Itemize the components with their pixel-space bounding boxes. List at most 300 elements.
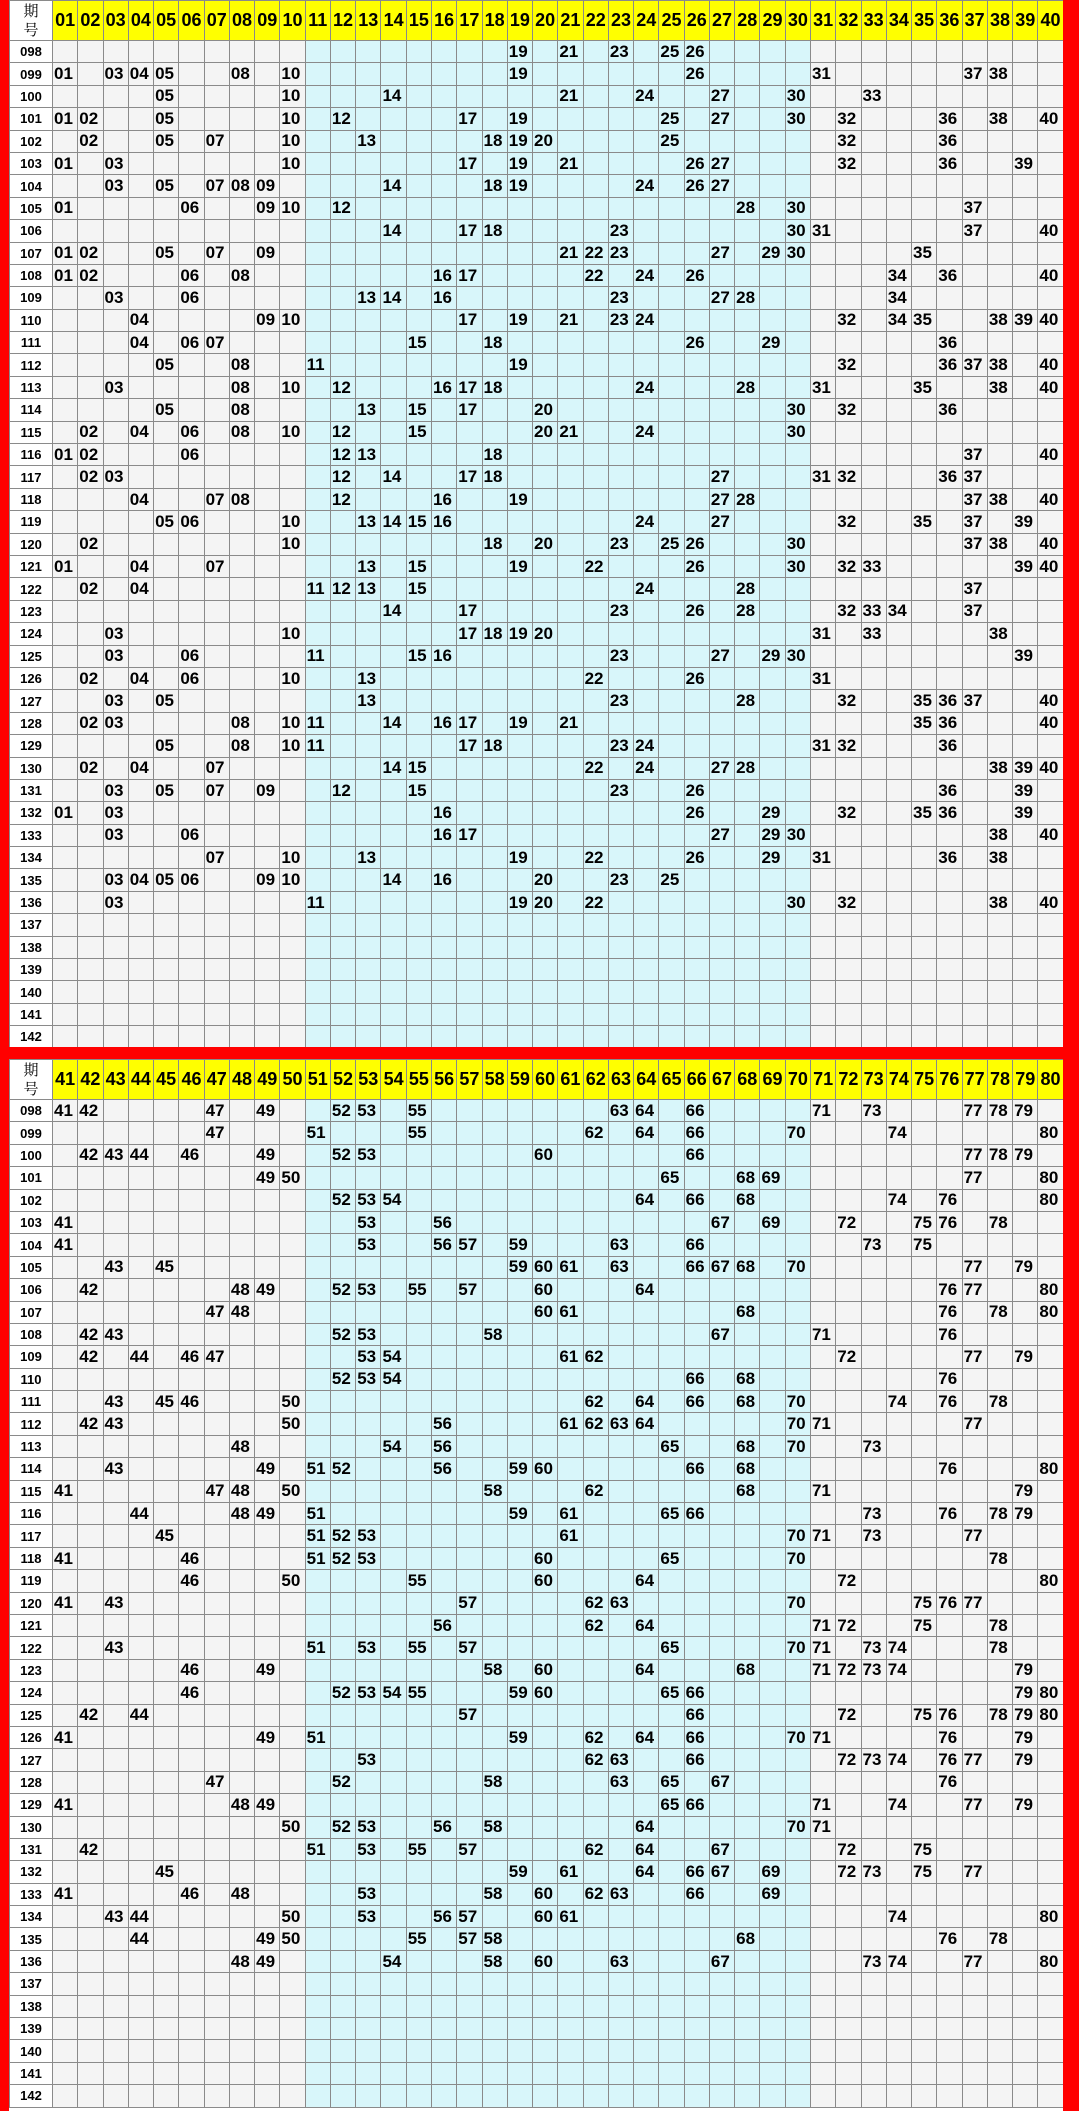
empty-cell [760,1458,785,1480]
empty-cell [204,735,229,757]
empty-cell [987,1026,1012,1047]
drawn-number: 68 [735,1301,760,1323]
table-row [10,1503,1064,1525]
empty-cell [507,1592,532,1614]
table-row [10,421,1064,443]
empty-cell [229,1525,254,1547]
empty-cell [53,645,78,667]
table-row [10,85,1064,107]
empty-cell [179,376,204,398]
empty-cell [103,533,128,555]
empty-cell [356,85,381,107]
empty-cell [634,712,659,734]
drawn-number: 05 [154,63,179,85]
empty-cell [583,63,608,85]
empty-cell [583,645,608,667]
empty-cell [735,645,760,667]
drawn-number: 27 [709,152,734,174]
empty-cell [659,197,684,219]
drawn-number: 42 [78,1144,103,1166]
empty-cell [735,735,760,757]
drawn-number: 53 [356,1547,381,1569]
empty-cell [760,1704,785,1726]
empty-cell [482,1167,507,1189]
table-row [10,41,1064,63]
drawn-number: 59 [507,1503,532,1525]
empty-cell [179,242,204,264]
drawn-number: 33 [861,623,886,645]
empty-cell [229,1346,254,1368]
empty-cell [128,242,153,264]
empty-cell [53,981,78,1003]
drawn-number: 24 [634,735,659,757]
empty-cell [987,1167,1012,1189]
empty-cell [558,130,583,152]
empty-cell [381,1637,406,1659]
empty-cell [912,891,937,913]
empty-cell [608,667,633,689]
empty-cell [533,712,558,734]
empty-cell [709,1003,734,1025]
empty-cell [987,41,1012,63]
drawn-number: 78 [987,1704,1012,1726]
empty-cell [305,466,330,488]
empty-cell [962,869,987,891]
empty-cell [507,779,532,801]
empty-cell [128,712,153,734]
empty-cell [53,914,78,936]
empty-cell [709,1995,734,2017]
drawn-number: 68 [735,1928,760,1950]
drawn-number: 37 [962,533,987,555]
drawn-number: 59 [507,1256,532,1278]
empty-cell [229,2040,254,2062]
empty-cell [836,1391,861,1413]
empty-cell [78,1234,103,1256]
empty-cell [406,1458,431,1480]
empty-cell [533,824,558,846]
drawn-number: 56 [431,1458,456,1480]
drawn-number: 70 [785,1637,810,1659]
empty-cell [255,1211,280,1233]
empty-cell [457,1659,482,1681]
empty-cell [937,1234,962,1256]
empty-cell [154,891,179,913]
number-header: 09 [255,1,280,41]
empty-cell [937,1026,962,1047]
empty-cell [760,376,785,398]
empty-cell [356,1614,381,1636]
empty-cell [507,1794,532,1816]
number-header: 79 [1013,1060,1038,1100]
empty-cell [431,354,456,376]
drawn-number: 32 [836,735,861,757]
empty-cell [962,645,987,667]
drawn-number: 66 [684,1256,709,1278]
empty-cell [179,578,204,600]
empty-cell [179,1301,204,1323]
empty-cell [912,1883,937,1905]
table-row [10,1794,1064,1816]
table-row [10,2040,1064,2062]
empty-cell [836,645,861,667]
empty-cell [128,847,153,869]
empty-cell [457,1368,482,1390]
empty-cell [229,242,254,264]
drawn-number: 45 [154,1525,179,1547]
empty-cell [381,735,406,757]
empty-cell [406,1256,431,1278]
empty-cell [760,936,785,958]
drawn-number: 65 [659,1547,684,1569]
empty-cell [154,1592,179,1614]
empty-cell [937,1003,962,1025]
empty-cell [280,1614,305,1636]
drawn-number: 73 [861,1435,886,1457]
empty-cell [204,802,229,824]
drawn-number: 10 [280,130,305,152]
empty-cell [204,197,229,219]
drawn-number: 21 [558,41,583,63]
empty-cell [482,981,507,1003]
empty-cell [659,735,684,757]
drawn-number: 03 [103,824,128,846]
empty-cell [507,1301,532,1323]
empty-cell [78,1950,103,1972]
empty-cell [886,63,911,85]
empty-cell [78,220,103,242]
empty-cell [482,1211,507,1233]
empty-cell [912,1794,937,1816]
empty-cell [709,1368,734,1390]
empty-cell [962,1659,987,1681]
empty-cell [684,309,709,331]
drawn-number: 13 [356,511,381,533]
empty-cell [431,444,456,466]
empty-cell [861,1704,886,1726]
empty-cell [1038,175,1063,197]
drawn-number: 27 [709,488,734,510]
empty-cell [735,1861,760,1883]
drawn-number: 75 [912,1614,937,1636]
empty-cell [128,1435,153,1457]
empty-cell [583,1995,608,2017]
empty-cell [255,399,280,421]
number-header: 36 [937,1,962,41]
number-header: 60 [533,1060,558,1100]
empty-cell [280,1771,305,1793]
empty-cell [406,1435,431,1457]
empty-cell [229,1592,254,1614]
empty-cell [103,1279,128,1301]
empty-cell [735,2040,760,2062]
drawn-number: 52 [330,1323,355,1345]
empty-cell [305,1167,330,1189]
drawn-number: 36 [937,399,962,421]
drawn-number: 48 [229,1301,254,1323]
drawn-number: 30 [785,197,810,219]
empty-cell [836,1323,861,1345]
number-header: 01 [53,1,78,41]
empty-cell [255,914,280,936]
drawn-number: 56 [431,1211,456,1233]
drawn-number: 19 [507,847,532,869]
empty-cell [684,1301,709,1323]
empty-cell [659,1995,684,2017]
empty-cell [280,1637,305,1659]
empty-cell [735,1144,760,1166]
empty-cell [381,555,406,577]
drawn-number: 66 [684,1100,709,1122]
empty-cell [785,1003,810,1025]
empty-cell [128,85,153,107]
empty-cell [709,354,734,376]
empty-cell [381,779,406,801]
empty-cell [482,1256,507,1278]
empty-cell [987,1003,1012,1025]
empty-cell [255,1480,280,1502]
empty-cell [735,1771,760,1793]
empty-cell [533,1480,558,1502]
drawn-number: 79 [1013,1100,1038,1122]
empty-cell [431,1570,456,1592]
drawn-number: 80 [1038,1950,1063,1972]
issue-number: 098 [10,41,53,63]
drawn-number: 18 [482,175,507,197]
empty-cell [912,1458,937,1480]
empty-cell [280,1704,305,1726]
empty-cell [507,1003,532,1025]
empty-cell [709,1637,734,1659]
empty-cell [204,1950,229,1972]
drawn-number: 25 [659,869,684,891]
empty-cell [987,1749,1012,1771]
empty-cell [861,578,886,600]
drawn-number: 19 [507,555,532,577]
empty-cell [330,1861,355,1883]
empty-cell [356,1995,381,2017]
empty-cell [937,1167,962,1189]
empty-cell [128,1026,153,1047]
empty-cell [659,1346,684,1368]
empty-cell [356,175,381,197]
empty-cell [1038,242,1063,264]
empty-cell [280,1256,305,1278]
drawn-number: 07 [204,332,229,354]
drawn-number: 27 [709,757,734,779]
empty-cell [558,869,583,891]
empty-cell [154,1122,179,1144]
empty-cell [280,41,305,63]
empty-cell [78,1256,103,1278]
table-row [10,1883,1064,1905]
empty-cell [634,1211,659,1233]
empty-cell [583,444,608,466]
issue-number: 107 [10,242,53,264]
drawn-number: 23 [608,242,633,264]
drawn-number: 66 [684,1704,709,1726]
drawn-number: 16 [431,376,456,398]
empty-cell [1013,2085,1038,2107]
empty-cell [987,2018,1012,2040]
drawn-number: 49 [255,1144,280,1166]
empty-cell [760,914,785,936]
drawn-number: 45 [154,1256,179,1278]
empty-cell [709,690,734,712]
empty-cell [634,197,659,219]
empty-cell [760,1279,785,1301]
drawn-number: 22 [583,667,608,689]
empty-cell [684,287,709,309]
empty-cell [179,1189,204,1211]
empty-cell [381,1122,406,1144]
drawn-number: 73 [861,1100,886,1122]
empty-cell [634,936,659,958]
empty-cell [937,914,962,936]
empty-cell [128,735,153,757]
empty-cell [785,130,810,152]
empty-cell [1038,1973,1063,1995]
empty-cell [482,1592,507,1614]
issue-number: 114 [10,399,53,421]
empty-cell [987,1256,1012,1278]
drawn-number: 67 [709,1838,734,1860]
table-row [10,444,1064,466]
empty-cell [280,1659,305,1681]
empty-cell [709,332,734,354]
empty-cell [431,2018,456,2040]
drawn-number: 29 [760,802,785,824]
empty-cell [659,600,684,622]
empty-cell [356,242,381,264]
empty-cell [558,735,583,757]
empty-cell [53,1570,78,1592]
empty-cell [255,444,280,466]
empty-cell [735,1704,760,1726]
empty-cell [937,85,962,107]
empty-cell [608,1838,633,1860]
empty-cell [356,936,381,958]
drawn-number: 52 [330,1368,355,1390]
empty-cell [1013,1211,1038,1233]
empty-cell [356,1301,381,1323]
empty-cell [735,1323,760,1345]
empty-cell [912,1480,937,1502]
empty-cell [204,1883,229,1905]
empty-cell [229,1726,254,1748]
empty-cell [836,1368,861,1390]
empty-cell [810,1256,835,1278]
empty-cell [785,264,810,286]
empty-cell [709,936,734,958]
table-row [10,1861,1064,1883]
issue-number: 120 [10,1592,53,1614]
drawn-number: 57 [457,1838,482,1860]
empty-cell [356,1973,381,1995]
empty-cell [305,1346,330,1368]
empty-cell [886,1368,911,1390]
empty-cell [583,1771,608,1793]
empty-cell [1013,578,1038,600]
drawn-number: 37 [962,220,987,242]
empty-cell [179,690,204,712]
table-row [10,667,1064,689]
drawn-number: 43 [103,1413,128,1435]
empty-cell [103,309,128,331]
empty-cell [735,981,760,1003]
empty-cell [381,1301,406,1323]
drawn-number: 75 [912,1234,937,1256]
empty-cell [305,1794,330,1816]
drawn-number: 06 [179,869,204,891]
empty-cell [356,1726,381,1748]
empty-cell [861,1726,886,1748]
empty-cell [962,1726,987,1748]
drawn-number: 76 [937,1928,962,1950]
drawn-number: 52 [330,1771,355,1793]
drawn-number: 44 [128,1346,153,1368]
empty-cell [154,712,179,734]
empty-cell [810,421,835,443]
empty-cell [431,981,456,1003]
drawn-number: 65 [659,1167,684,1189]
empty-cell [255,1771,280,1793]
empty-cell [684,914,709,936]
empty-cell [457,959,482,981]
empty-cell [659,1003,684,1025]
empty-cell [533,1346,558,1368]
empty-cell [533,1704,558,1726]
drawn-number: 01 [53,264,78,286]
drawn-number: 41 [53,1480,78,1502]
drawn-number: 53 [356,1838,381,1860]
empty-cell [987,1323,1012,1345]
empty-cell [558,847,583,869]
empty-cell [229,466,254,488]
empty-cell [507,1026,532,1047]
drawn-number: 12 [330,197,355,219]
empty-cell [760,869,785,891]
table-row [10,1100,1064,1122]
empty-cell [937,2085,962,2107]
empty-cell [659,354,684,376]
drawn-number: 18 [482,533,507,555]
drawn-number: 68 [735,1435,760,1457]
empty-cell [381,63,406,85]
drawn-number: 66 [684,1368,709,1390]
empty-cell [330,309,355,331]
empty-cell [78,511,103,533]
drawn-number: 10 [280,847,305,869]
drawn-number: 38 [987,309,1012,331]
drawn-number: 28 [735,287,760,309]
empty-cell [861,264,886,286]
drawn-number: 40 [1038,533,1063,555]
empty-cell [204,1144,229,1166]
table-row [10,466,1064,488]
drawn-number: 65 [659,1637,684,1659]
drawn-number: 10 [280,623,305,645]
empty-cell [533,85,558,107]
empty-cell [836,2085,861,2107]
empty-cell [179,757,204,779]
empty-cell [962,1838,987,1860]
empty-cell [659,1592,684,1614]
empty-cell [735,1234,760,1256]
drawn-number: 05 [154,130,179,152]
drawn-number: 73 [861,1525,886,1547]
issue-number: 113 [10,1435,53,1457]
